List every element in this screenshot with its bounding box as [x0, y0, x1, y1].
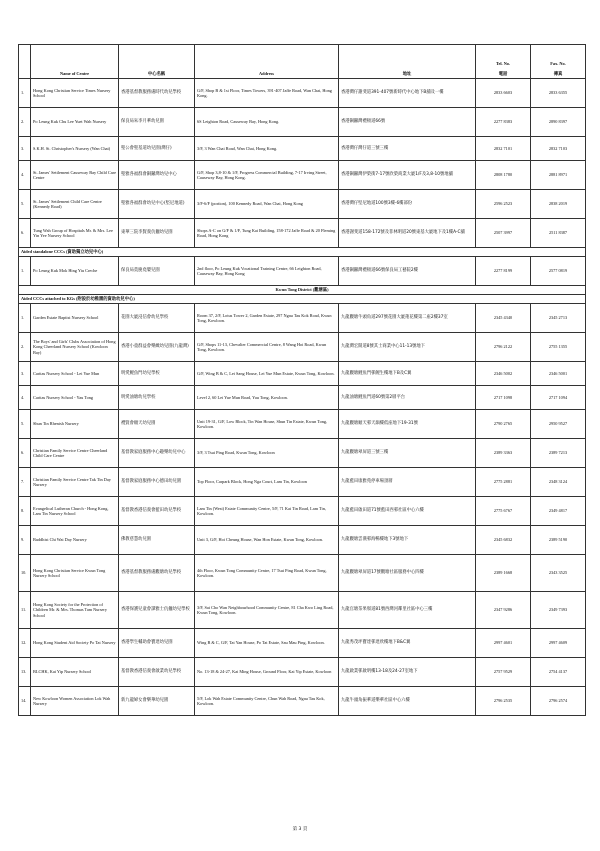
table-row: [19, 386, 586, 410]
centre-name: Shun Tin Rhenish Nursery: [31, 410, 119, 439]
row-number: 1.: [19, 304, 31, 333]
table-row: [19, 304, 586, 333]
section-kwun-tong-label: Kwun Tong District (觀塘區): [19, 286, 586, 295]
table-row: [19, 555, 586, 592]
centre-name-zh: 基督教家庭服務中心德田幼兒園: [119, 468, 195, 497]
centre-address: G/F, Shop B & 1st Floor, Times Towers, 391-407 Jaffe Road, Wan Chai, Hong Kong.: [195, 79, 339, 108]
tel-number: 2507 3997: [476, 219, 531, 248]
fax-number: 2890 8397: [531, 108, 586, 137]
row-number: 5.: [19, 410, 31, 439]
centre-address-zh: 香港灣仔堅尼地道100號3樓-6樓部份: [339, 190, 476, 219]
centre-address-zh: 香港銅鑼灣禮頓道66號: [339, 108, 476, 137]
section-kwun-tong: [19, 286, 586, 304]
centre-name-zh: 基督教香港信義會藍田幼兒學校: [119, 497, 195, 526]
header-tel-zh: 電話: [498, 70, 508, 76]
centre-name-zh: 明愛鯉魚門幼兒學校: [119, 362, 195, 386]
tel-number: 2790 2765: [476, 410, 531, 439]
centre-name: Garden Estate Baptist Nursery School: [31, 304, 119, 333]
tel-number: 2389 1668: [476, 555, 531, 592]
fax-number: 2349 7393: [531, 592, 586, 629]
row-number: 8.: [19, 497, 31, 526]
centre-address: Shops A-C on G/F & 1/F, Tung Kai Building, 158-172 Jaffe Road & 20 Fleming Road, Hong Kong: [195, 219, 339, 248]
centre-address-zh: 九龍灣宏開道8號其士商業中心11-13號地下: [339, 333, 476, 362]
tel-number: 2389 3363: [476, 439, 531, 468]
table-row: [19, 190, 586, 219]
centre-address: G/F, Wing B & C, Lei Sang House, Lei Yue Mun Estate, Kwun Tong, Kowloon.: [195, 362, 339, 386]
centre-name: Christian Family Service Centre Tak Tin Day Nursery: [31, 468, 119, 497]
header-tel-en: Tel. No.: [495, 61, 511, 67]
centre-address: G/F, Shop 3,8-10 & 1/F, Progress Commercial Building, 7-17 Irving Street, Causeway Bay, Hong Kong.: [195, 161, 339, 190]
tel-number: 2277 8199: [476, 257, 531, 286]
fax-number: 2754 4137: [531, 658, 586, 687]
header-tel: [476, 45, 531, 79]
centre-name-zh: 新九龍婦女會樂華幼兒園: [119, 687, 195, 716]
centre-address-zh: 九龍藍田康雅苑停車場頂層: [339, 468, 476, 497]
centre-address: Unit 19-31, G/F, Low Block, Tin Wan House, Shun Tin Estate, Kwun Tong, Kowloon.: [195, 410, 339, 439]
fax-number: 2997 4609: [531, 629, 586, 658]
row-number: 14.: [19, 687, 31, 716]
centre-name-zh: 基督教家庭服務中心趣樂幼兒中心: [119, 439, 195, 468]
row-number: 10.: [19, 555, 31, 592]
table-row: [19, 658, 586, 687]
centre-address: 4th Floor, Kwun Tong Community Centre, 17 Tsui Ping Road, Kwun Tong, Kowloon.: [195, 555, 339, 592]
section-aided-standalone-label: Aided standalone CCCs (資助獨立幼兒中心): [19, 248, 586, 257]
table-row: [19, 161, 586, 190]
row-number: 4.: [19, 386, 31, 410]
tel-number: 2796 2535: [476, 687, 531, 716]
centre-address-zh: 香港銅鑼灣禮頓道66號保良局工藝院2樓: [339, 257, 476, 286]
section-aided-standalone: [19, 248, 586, 257]
table-row: [19, 497, 586, 526]
section-aided-kg-label: Aided CCCs attached to KGs (附設於幼稚園的資助幼兒中心): [19, 295, 586, 304]
centre-name-zh: 香港小童群益會樂緻幼兒園(九龍灣): [119, 333, 195, 362]
centre-address-zh: 香港灣仔灣仔道三號三樓: [339, 137, 476, 161]
centre-address-zh: 香港灣仔謝斐道391-407號新時代中心地下B舖及一樓: [339, 79, 476, 108]
centre-name: S.K.H. St. Christopher's Nursery (Wan Chai): [31, 137, 119, 161]
tel-number: 2345 6832: [476, 526, 531, 555]
centre-name-zh: 東華三院李賢義伉儷幼兒園: [119, 219, 195, 248]
centre-name-zh: 香港基督教服務處時代幼兒學校: [119, 79, 195, 108]
tel-number: 2796 2122: [476, 333, 531, 362]
row-number: 12.: [19, 629, 31, 658]
centre-name-zh: 保良局朱李月華幼兒園: [119, 108, 195, 137]
header-fax-zh: 傳真: [553, 70, 563, 76]
fax-number: 2833 6355: [531, 79, 586, 108]
fax-number: 2950 9527: [531, 410, 586, 439]
centre-name-zh: 香港學生輔助會寶達幼兒園: [119, 629, 195, 658]
row-number: 13.: [19, 658, 31, 687]
centre-name-zh: 聖雅各福群會銅鑼灣幼兒中心: [119, 161, 195, 190]
centre-address: Unit 3, G/F, Hoi Cheung House, Wan Hon Estate, Kwun Tong, Kowloon.: [195, 526, 339, 555]
tel-number: 2346 5002: [476, 362, 531, 386]
fax-number: 2832 7103: [531, 137, 586, 161]
header-fax: [531, 45, 586, 79]
tel-number: 2775 2881: [476, 468, 531, 497]
section-row: [19, 248, 586, 257]
centre-address: Top Floor, Carpark Block, Hong Nga Court, Lam Tin, Kowloon: [195, 468, 339, 497]
tel-number: 2345 4340: [476, 304, 531, 333]
centre-name: Caritas Nursery School - Yau Tong: [31, 386, 119, 410]
fax-number: 2881 8971: [531, 161, 586, 190]
table-row: [19, 439, 586, 468]
centre-name: Hong Kong Christian Service Times Nursery School: [31, 79, 119, 108]
table-row: [19, 687, 586, 716]
centre-address-zh: 九龍觀塘雲漢邨海暢樓地下3號地下: [339, 526, 476, 555]
header-address-zh: 地址: [339, 45, 476, 79]
centre-name: Hong Kong Society for the Protection of Children Mr. & Mrs. Thomas Tam Nursery School: [31, 592, 119, 629]
centre-address: Wing B & C, G/F, Tat Yan House, Po Tat Estate, Sau Mau Ping, Kowloon.: [195, 629, 339, 658]
tel-number: 2757 9529: [476, 658, 531, 687]
centre-name: Po Leung Kuk Chu Lee Yuet Wah Nursery: [31, 108, 119, 137]
centre-address: 6S Leighton Road, Causeway Bay, Hong Kong.: [195, 108, 339, 137]
centre-address: Level 2, 60 Lei Yue Mun Road, Yau Tong, Kowloon.: [195, 386, 339, 410]
district-row: [19, 286, 586, 295]
centre-name-zh: 保良局莫慶堯嬰兒園: [119, 257, 195, 286]
centre-address: 3/F, 3 Wan Chai Road, Wan Chai, Hong Kong.: [195, 137, 339, 161]
centre-address-zh: 九龍觀塘鯉魚門邨鯉生樓地下B及C翼: [339, 362, 476, 386]
centre-name-zh: 聖公會聖基道幼兒園(灣仔): [119, 137, 195, 161]
row-number: 5.: [19, 190, 31, 219]
centre-address-zh: 九龍秀茂坪寶達邨達欣樓地下B&C翼: [339, 629, 476, 658]
tel-number: 2832 7101: [476, 137, 531, 161]
fax-number: 2511 8387: [531, 219, 586, 248]
tel-number: 2833 6603: [476, 79, 531, 108]
centre-name: Christian Family Service Centre Cheerland Child Care Centre: [31, 439, 119, 468]
fax-number: 2349 4817: [531, 497, 586, 526]
fax-number: 2389 7213: [531, 439, 586, 468]
table-row: [19, 257, 586, 286]
row-number: 6.: [19, 439, 31, 468]
row-number: 1.: [19, 79, 31, 108]
fax-number: 2838 2019: [531, 190, 586, 219]
centre-address: 3/F-6/F (portion), 100 Kennedy Road, Wan Chai, Hong Kong: [195, 190, 339, 219]
centre-name: New Kowloon Women Association Lok Wah Nursery: [31, 687, 119, 716]
row-number: 2.: [19, 108, 31, 137]
fax-number: 2755 1355: [531, 333, 586, 362]
centre-name: BLCHK, Kai Yip Nursery School: [31, 658, 119, 687]
section-b-rows: [19, 257, 586, 286]
centre-address: Room 37, 2/F, Lotus Tower 2, Garden Estate, 297 Ngau Tau Kok Road, Kwun Tong, Kowloon.: [195, 304, 339, 333]
centre-name: Evangelical Lutheran Church - Hong Kong, Lam Tin Nursery School: [31, 497, 119, 526]
header-fax-en: Fax. No.: [550, 61, 566, 67]
tel-number: 2347 9286: [476, 592, 531, 629]
centre-name: Caritas Nursery School - Lei Yue Mun: [31, 362, 119, 386]
fax-number: 2577 0819: [531, 257, 586, 286]
centre-table: [18, 44, 586, 716]
header-name-zh: 中心名稱: [119, 45, 195, 79]
centre-name: Buddhist Chi Wai Day Nursery: [31, 526, 119, 555]
centre-name-zh: 禮賢會順天幼兒園: [119, 410, 195, 439]
header-row: [19, 45, 586, 79]
centre-address-zh: 九龍牛頭角振華道樂華社區中心六樓: [339, 687, 476, 716]
section-c-rows: [19, 304, 586, 716]
row-number: 9.: [19, 526, 31, 555]
centre-name-zh: 聖雅各福群會幼兒中心(堅尼地道): [119, 190, 195, 219]
row-number: 6.: [19, 219, 31, 248]
fax-number: 2343 3525: [531, 555, 586, 592]
table-row: [19, 592, 586, 629]
centre-name-zh: 佛教慈慧幼兒園: [119, 526, 195, 555]
table-row: [19, 219, 586, 248]
centre-name: St. James' Settlement Causeway Bay Child Care Centre: [31, 161, 119, 190]
centre-address-zh: 九龍觀塘翠屏道三號三樓: [339, 439, 476, 468]
centre-address-zh: 九龍觀塘牛頭角道297號花園大廈蓮花樓第二座2樓37室: [339, 304, 476, 333]
centre-address: G/F, Shops 11-13, Chevalier Commercial Centre, 8 Wang Hoi Road, Kwun Tong, Kowloon.: [195, 333, 339, 362]
centre-name-zh: 花園大廈浸信會幼兒學校: [119, 304, 195, 333]
row-number: 11.: [19, 592, 31, 629]
centre-address-zh: 九龍啟業邨啟明樓13-18及24-27室地下: [339, 658, 476, 687]
table-row: [19, 79, 586, 108]
centre-address-zh: 九龍油塘鯉魚門道60號第2層平台: [339, 386, 476, 410]
fax-number: 2389 5190: [531, 526, 586, 555]
table-row: [19, 410, 586, 439]
table-row: [19, 333, 586, 362]
row-number: 4.: [19, 161, 31, 190]
centre-address-zh: 九龍觀塘翠屏道17號觀塘社區服務中心四樓: [339, 555, 476, 592]
fax-number: 2796 2574: [531, 687, 586, 716]
page-footer: 第 3 頁: [292, 827, 308, 832]
row-number: 7.: [19, 468, 31, 497]
fax-number: 2717 1094: [531, 386, 586, 410]
row-number: 3.: [19, 362, 31, 386]
centre-name-zh: 香港基督教服務處觀塘幼兒學校: [119, 555, 195, 592]
centre-name: Hong Kong Christian Service Kwun Tong Nursery School: [31, 555, 119, 592]
table-row: [19, 468, 586, 497]
centre-name: Hong Kong Student Aid Society Po Tat Nursery: [31, 629, 119, 658]
table-row: [19, 108, 586, 137]
centre-address: 3/F, 3 Tsui Ping Road, Kwun Tong, Kowloon: [195, 439, 339, 468]
centre-name: Tung Wah Group of Hospitals Mr. & Mrs. Lee Yin Yee Nursery School: [31, 219, 119, 248]
table-row: [19, 137, 586, 161]
header-address-en: Address: [195, 45, 339, 79]
fax-number: 2345 2713: [531, 304, 586, 333]
centre-address: 5/F, Lok Wah Estate Community Centre, Chun Wah Road, Ngau Tau Kok, Kowloon.: [195, 687, 339, 716]
centre-name: St. James' Settlement Child Care Centre (Kennedy Road): [31, 190, 119, 219]
centre-address: No. 13-18 & 24-27, Kai Ming House, Ground Floor, Kai Yip Estate, Kowloon: [195, 658, 339, 687]
tel-number: 2997 4601: [476, 629, 531, 658]
centre-name-zh: 明愛油塘幼兒學校: [119, 386, 195, 410]
centre-address: 3/F, Sai Cho Wan Neighbourhood Community Centre, 81 Cha Kwo Ling Road, Kwun Tong, Kowloon.: [195, 592, 339, 629]
fax-number: 2348 3124: [531, 468, 586, 497]
centre-address-zh: 九龍觀塘順天邨天韻樓低座地下19-31號: [339, 410, 476, 439]
fax-number: 2346 5001: [531, 362, 586, 386]
section-a-rows: [19, 79, 586, 248]
tel-number: 2808 1780: [476, 161, 531, 190]
centre-name-zh: 基督教香港信義會啟業幼兒學校: [119, 658, 195, 687]
centre-name: Po Leung Kuk Mok Hing Yiu Creche: [31, 257, 119, 286]
centre-address-zh: 九龍官塘茶果嶺道81號西灣河鄰里社區中心三樓: [339, 592, 476, 629]
table-row: [19, 362, 586, 386]
centre-address-zh: 香港謝斐道158-172號及菲林明道20號東基大廈地下及1樓A-C舖: [339, 219, 476, 248]
centre-name: The Boys' and Girls' Clubs Association of Hong Kong Cheerland Nursery School (Kowloon Bay): [31, 333, 119, 362]
header-name-en: Name of Centre: [31, 45, 119, 79]
centre-address: Lam Tin (West) Estate Community Centre, 5/F, 71 Kai Tin Road, Lam Tin, Kowloon.: [195, 497, 339, 526]
centre-address-zh: 香港銅鑼灣伊榮街7-17號欣榮商業大廈1/F及3,8-10號地舖: [339, 161, 476, 190]
tel-number: 2596 2523: [476, 190, 531, 219]
tel-number: 2717 1098: [476, 386, 531, 410]
row-number: 3.: [19, 137, 31, 161]
tel-number: 2775 6767: [476, 497, 531, 526]
centre-name-zh: 香港保護兒童會譚雅士伉儷幼兒學校: [119, 592, 195, 629]
table-row: [19, 629, 586, 658]
header-no: [19, 45, 31, 79]
row-number: 1.: [19, 257, 31, 286]
table-row: [19, 526, 586, 555]
centre-address-zh: 九龍藍田啟田道71號藍田西邨社區中心六樓: [339, 497, 476, 526]
tel-number: 2277 8383: [476, 108, 531, 137]
row-number: 2.: [19, 333, 31, 362]
section-row: [19, 295, 586, 304]
centre-address: 2nd floor, Po Leung Kuk Vocational Training Centre, 66 Leighton Road, Causeway Bay, Hong Kong: [195, 257, 339, 286]
